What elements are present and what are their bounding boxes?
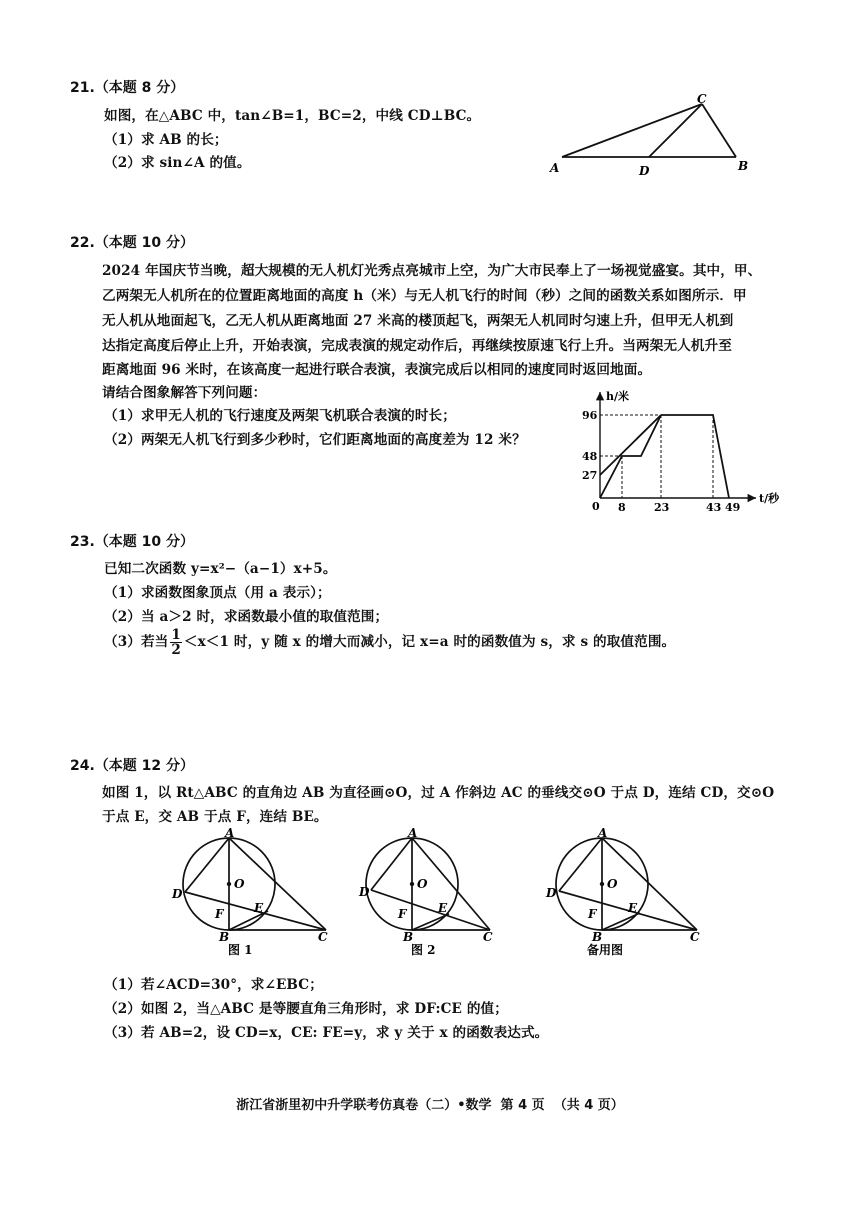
q22-height-time-graph — [560, 386, 790, 518]
y-axis-label: h/米 — [606, 390, 630, 403]
label-o: O — [607, 877, 618, 891]
q23-part3-fraction — [170, 628, 182, 657]
segment-cb — [702, 104, 736, 157]
q21-stem: 如图，在△ABC 中，tan∠B=1，BC=2，中线 CD⊥BC。 — [104, 108, 481, 124]
y-tick-48: 48 — [582, 450, 598, 463]
center-dot — [227, 882, 231, 886]
label-e: E — [628, 901, 638, 915]
joint-show-line — [661, 415, 729, 498]
label-f: F — [215, 907, 224, 921]
x-tick-23: 23 — [654, 501, 670, 514]
label-c: C — [483, 930, 493, 944]
label-a: A — [225, 828, 235, 840]
drone-yi-line — [600, 415, 661, 475]
x-tick-8: 8 — [618, 501, 626, 514]
q23-header: 23.（本题 10 分） — [70, 534, 195, 550]
segment-be — [602, 913, 640, 930]
label-b: B — [219, 930, 230, 944]
q22-part2: （2）两架无人机飞行到多少秒时，它们距离地面的高度差为 12 米？ — [104, 432, 526, 448]
caption-figure-1: 图 1 — [228, 943, 253, 957]
q24-part2: （2）如图 2，当△ABC 是等腰直角三角形时，求 DF:CE 的值； — [104, 1001, 508, 1017]
q23-stem: 已知二次函数 y=x²−（a−1）x+5。 — [104, 561, 337, 577]
segment-ad — [559, 838, 602, 891]
segment-ac — [562, 104, 702, 157]
fraction-denominator: 2 — [171, 642, 181, 658]
label-c: C — [690, 930, 700, 944]
q23-part3-prefix: （3）若当 — [104, 634, 169, 650]
origin-label: 0 — [592, 500, 600, 513]
fraction-numerator: 1 — [171, 627, 181, 643]
q22-part1: （1）求甲无人机的飞行速度及两架飞机联合表演的时长； — [104, 408, 456, 424]
q24-stem-line-1: 如图 1，以 Rt△ABC 的直角边 AB 为直径画⊙O，过 A 作斜边 AC 的垂线交⊙O 于点 D，连结 CD，交⊙O — [102, 785, 775, 801]
label-a: A — [598, 828, 608, 840]
label-a: A — [408, 828, 418, 840]
segment-cd — [649, 104, 702, 157]
q22-header: 22.（本题 10 分） — [70, 235, 195, 251]
caption-backup-figure: 备用图 — [587, 943, 624, 957]
q23-part3-suffix: ＜x＜1 时，y 随 x 的增大而减小，记 x=a 时的函数值为 s，求 s 的取值范围。 — [183, 634, 676, 650]
q24-figure-1 — [168, 828, 338, 958]
q22-prompt: 请结合图象解答下列问题： — [102, 385, 267, 401]
x-tick-43: 43 — [706, 501, 722, 514]
q21-triangle-figure — [540, 90, 760, 180]
q23-part2: （2）当 a＞2 时，求函数最小值的取值范围； — [104, 609, 389, 625]
label-b: B — [738, 159, 749, 173]
label-a: A — [550, 161, 560, 175]
label-f: F — [588, 907, 597, 921]
y-tick-96: 96 — [582, 409, 598, 422]
label-e: E — [438, 901, 448, 915]
q22-para-line-4: 达指定高度后停止上升，开始表演，完成表演的规定动作后，再继续按原速飞行上升。当两架无人机升至 — [102, 338, 732, 354]
label-d: D — [359, 885, 370, 899]
center-dot — [410, 882, 414, 886]
q22-para-line-5: 距离地面 96 米时，在该高度一起进行联合表演，表演完成后以相同的速度同时返回地面。 — [102, 362, 652, 378]
q21-part2: （2）求 sin∠A 的值。 — [104, 155, 251, 171]
q22-para-line-1: 2024 年国庆节当晚，超大规模的无人机灯光秀点亮城市上空，为广大市民奉上了一场视觉盛宴。其中，甲、 — [102, 263, 762, 279]
q24-stem-line-2: 于点 E，交 AB 于点 F，连结 BE。 — [102, 809, 328, 825]
segment-ad — [185, 838, 229, 892]
q24-part3: （3）若 AB=2，设 CD=x，CE: FE=y，求 y 关于 x 的函数表达式。 — [104, 1025, 549, 1041]
q21-header: 21.（本题 8 分） — [70, 80, 185, 96]
caption-figure-2: 图 2 — [411, 943, 436, 957]
page-footer: 浙江省浙里初中升学联考仿真卷（二）•数学 第 4 页 （共 4 页） — [236, 1098, 624, 1113]
center-dot — [600, 882, 604, 886]
label-f: F — [398, 907, 407, 921]
label-o: O — [417, 877, 428, 891]
q22-para-line-3: 无人机从地面起飞，乙无人机从距离地面 27 米高的楼顶起飞，两架无人机同时匀速上升，但甲无人机到 — [102, 313, 734, 329]
label-b: B — [592, 930, 603, 944]
label-b: B — [403, 930, 414, 944]
q23-part3 — [104, 628, 675, 657]
label-c: C — [697, 92, 707, 106]
q23-part1: （1）求函数图象顶点（用 a 表示）； — [104, 585, 331, 601]
q24-figure-2 — [356, 828, 506, 958]
label-d: D — [639, 164, 650, 178]
drone-jia-line — [600, 415, 661, 498]
y-tick-27: 27 — [582, 469, 598, 482]
label-e: E — [254, 901, 264, 915]
label-o: O — [234, 877, 245, 891]
segment-ad — [371, 838, 412, 890]
x-axis-label: t/秒 — [759, 492, 780, 505]
label-d: D — [172, 887, 183, 901]
segment-be — [412, 914, 449, 930]
q24-header: 24.（本题 12 分） — [70, 758, 195, 774]
label-c: C — [318, 930, 328, 944]
q22-para-line-2: 乙两架无人机所在的位置距离地面的高度 h（米）与无人机飞行的时间（秒）之间的函数关系如图所示．甲 — [102, 288, 747, 304]
q21-part1: （1）求 AB 的长； — [104, 132, 228, 148]
q24-part1: （1）若∠ACD=30°，求∠EBC； — [104, 977, 323, 993]
x-tick-49: 49 — [725, 501, 741, 514]
q24-backup-figure — [543, 828, 713, 958]
label-d: D — [546, 886, 557, 900]
